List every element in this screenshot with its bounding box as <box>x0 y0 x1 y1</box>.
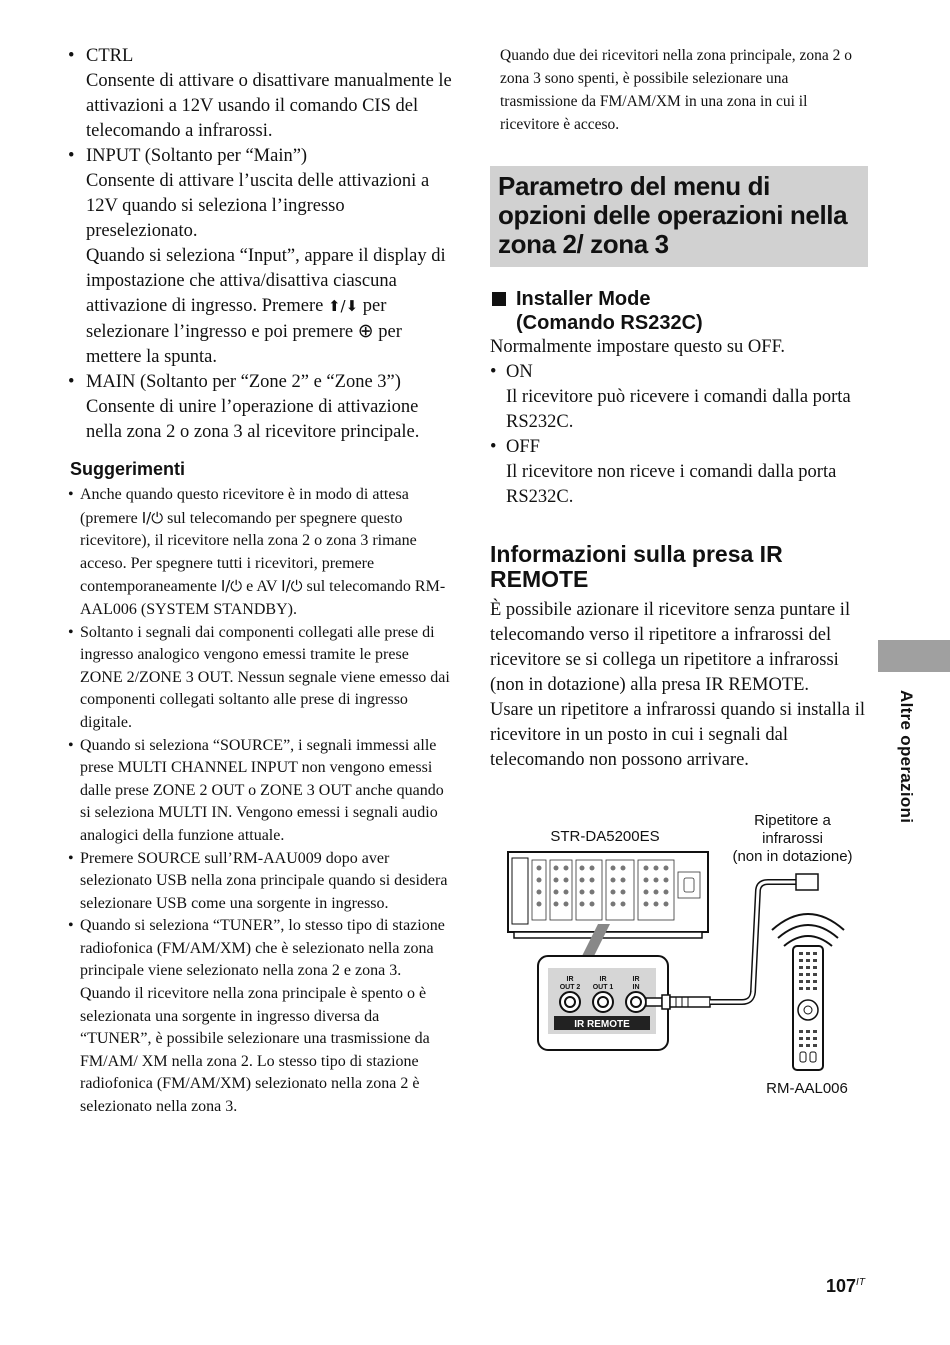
installer-options <box>490 360 868 510</box>
power-icon: I/⏻ <box>141 508 164 527</box>
connection-diagram <box>490 806 870 1106</box>
option-text: Consente di attivare l’uscita delle attivazioni a 12V quando si seleziona l’ingresso preselezionato. <box>86 171 430 241</box>
section-heading: Parametro del menu di opzioni delle operazioni nella zona 2/ zona 3 <box>490 166 868 267</box>
tips-title: Suggerimenti <box>70 459 186 479</box>
jack-label: IR <box>566 976 574 983</box>
tip-item: • Soltanto i segnali dai componenti collegati alle prese di ingresso analogico vengono emessi tramite le prese ZONE 2/ZONE 3 OUT. Nessun segnale viene emesso dai componenti collegati soltanto alle prese di ingresso digitale. <box>68 622 453 735</box>
ir-signal-icon <box>772 914 844 946</box>
receiver-label: STR-DA5200ES <box>550 828 660 845</box>
option-main <box>68 370 453 445</box>
option-text: Consente di attivare o disattivare manualmente le attivazioni a 12V usando il comando CIS del telecomando a infrarossi. <box>86 71 452 141</box>
enter-button-icon: ⊕ <box>357 320 374 342</box>
info-heading: Informazioni sulla presa IR REMOTE <box>490 541 783 592</box>
option-ctrl <box>68 44 453 144</box>
installer-option-on: • ON Il ricevitore può ricevere i comandi dalla porta RS232C. <box>490 360 868 435</box>
option-input <box>68 144 453 370</box>
jack-label: OUT 2 <box>559 984 581 991</box>
option-label: • MAIN (Soltanto per “Zone 2” e “Zone 3”) <box>86 372 401 392</box>
panel-label: IR REMOTE <box>574 1019 630 1030</box>
intro-note: Quando due dei ricevitori nella zona principale, zona 2 o zona 3 sono spenti, è possibile selezionare una trasmissione da FM/AM/XM in una zona in cui il ricevitore è acceso. <box>500 47 853 133</box>
jack-label: OUT 1 <box>592 984 614 991</box>
up-down-arrows-icon: ⬆/⬇ <box>327 297 359 315</box>
right-column <box>490 44 868 773</box>
tip-item: • Anche quando questo ricevitore è in modo di attesa (premere I/⏻ sul telecomando per spegnere questo ricevitore), il ricevitore nella zona 2 o zona 3 rimane acceso. Per spegnere tutti i ricevitori, premere contemporaneamente I/⏻ e AV I/⏻ sul telecomando RM-AAL006 (SYSTEM STANDBY). <box>68 484 453 622</box>
option-text: Consente di unire l’operazione di attivazione nella zona 2 o zona 3 al ricevitore principale. <box>86 397 420 442</box>
left-column <box>68 44 453 1119</box>
remote-control-icon <box>793 946 823 1070</box>
power-icon: I/⏻ <box>281 577 303 596</box>
option-list <box>68 44 453 445</box>
ir-repeater-icon <box>796 874 818 890</box>
installer-heading: Installer Mode (Comando RS232C) <box>490 287 868 335</box>
repeater-label: Ripetitore a infrarossi (non in dotazione) <box>732 812 853 865</box>
page-number: $107^{IT}$ <box>826 1276 865 1296</box>
option-text-extra: Quando si seleziona “Input”, appare il display di impostazione che attiva/disattiva ciascuna attivazione di ingresso. Premere ⬆/⬇ per selezionare l’ingresso e poi premere ⊕ per mettere la spunta. <box>86 246 446 367</box>
side-tab <box>878 640 950 672</box>
tips-list <box>68 484 453 1119</box>
power-icon: I/⏻ <box>220 577 243 596</box>
tip-item: • Quando si seleziona “TUNER”, lo stesso tipo di stazione radiofonica (FM/AM/XM) che è selezionato nella zona principale viene selezionato nella zona 2 e zona 3. Quando il ricevitore nella zona principale è spento o è selezionata una sorgente in ingresso diversa da “TUNER”, è possibile selezionare una trasmissione da FM/AM/ XM nella zona 2. Lo stesso tipo di stazione radiofonica (FM/AM/XM) selezionato nella zona 2 è selezionato nella zona 3. <box>68 915 453 1118</box>
jack-label: IN <box>632 984 640 991</box>
option-label: • INPUT (Soltanto per “Main”) <box>86 146 308 166</box>
square-bullet-icon <box>492 292 506 306</box>
side-tab-label: Altre operazioni <box>897 690 916 824</box>
jack-label: IR <box>632 976 640 983</box>
installer-option-off: • OFF Il ricevitore non riceve i comandi dalla porta RS232C. <box>490 435 868 510</box>
jack-label: IR <box>599 976 607 983</box>
tip-item: • Premere SOURCE sull’RM-AAU009 dopo aver selezionato USB nella zona principale quando si desidera selezionare USB come una sorgente in ingresso. <box>68 848 453 916</box>
tip-item: • Quando si seleziona “SOURCE”, i segnali immessi alle prese MULTI CHANNEL INPUT non vengono emessi dalle prese ZONE 2 OUT o ZONE 3 OUT anche quando si seleziona MULTI IN. Vengono emessi i segnali audio analogici della funzione attuale. <box>68 735 453 848</box>
diagram-drawing <box>490 806 870 1106</box>
remote-label: RM-AAL006 <box>766 1080 848 1097</box>
option-label: • CTRL <box>86 46 134 66</box>
info-paragraph: Usare un ripetitore a infrarossi quando si installa il ricevitore in un posto in cui i segnali dal telecomando non possono arrivare. <box>490 700 866 770</box>
installer-default: Normalmente impostare questo su OFF. <box>490 337 785 357</box>
info-paragraph: È possibile azionare il ricevitore senza puntare il telecomando verso il ripetitore a infrarossi del ricevitore se si collega un ripetitore a infrarossi (non in dotazione) alla presa IR REMOTE. <box>490 600 851 695</box>
